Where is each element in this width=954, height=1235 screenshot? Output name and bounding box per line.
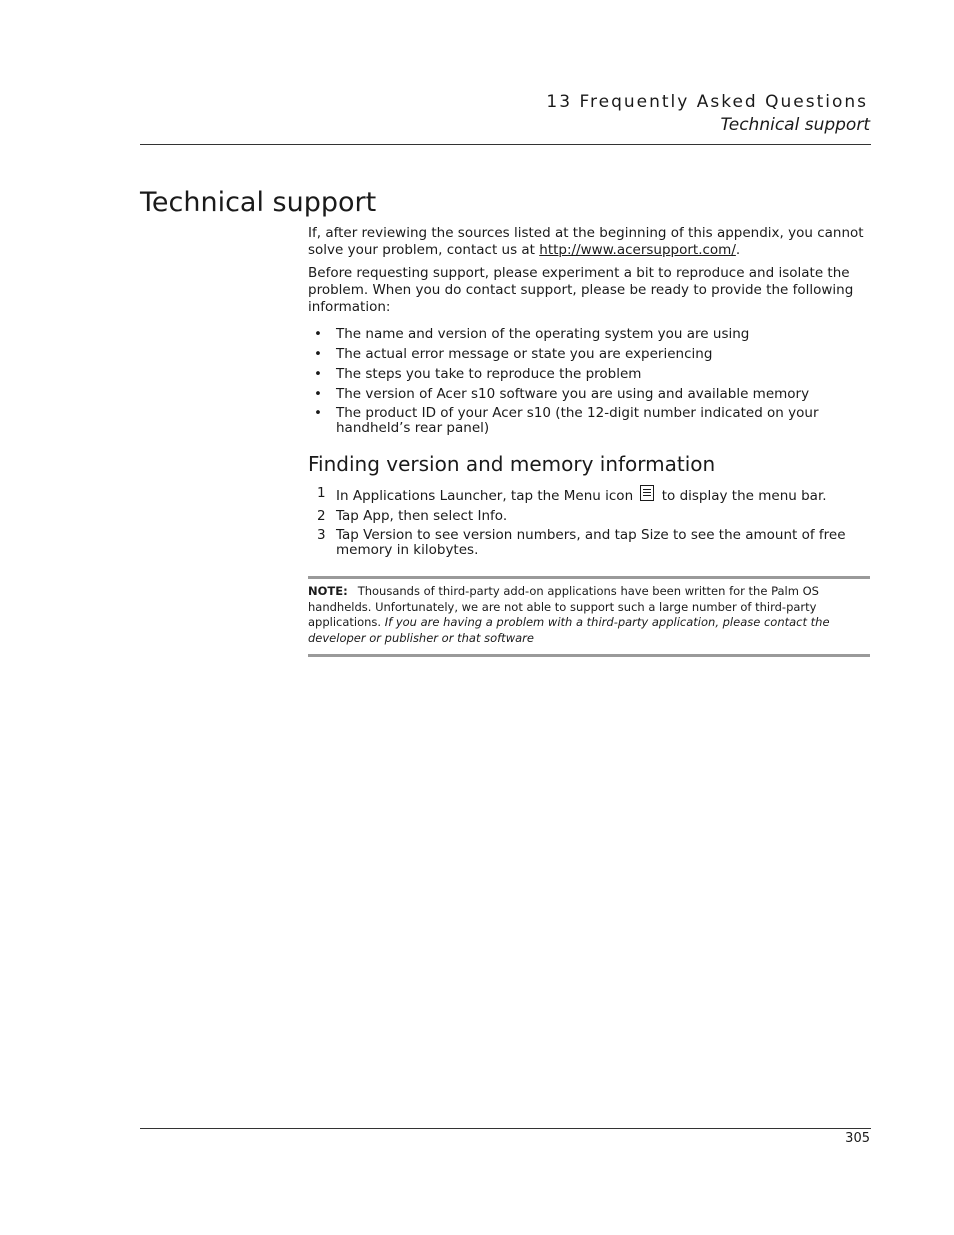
list-item-text: The name and version of the operating system you are using <box>336 326 750 342</box>
steps-list <box>308 485 870 558</box>
intro-paragraph <box>308 225 870 259</box>
note-text: Thousands of third-party add-on applications have been written for the Palm OS handhelds. Unfortunately, we are not able to support such a large number of third-party applications. <box>308 584 819 629</box>
support-paragraph: Before requesting support, please experiment a bit to reproduce and isolate the problem. When you do contact support, please be ready to provide the following information: <box>308 265 854 315</box>
list-item <box>308 346 870 363</box>
step-text-end: to display the menu bar. <box>657 488 827 504</box>
bullet-marker: • <box>314 366 322 382</box>
step-number: 2 <box>317 508 326 524</box>
list-item <box>308 406 870 436</box>
step-number: 3 <box>317 527 326 543</box>
list-item <box>308 326 870 343</box>
acer-support-link[interactable]: http://www.acersupport.com/ <box>539 242 736 258</box>
list-item <box>308 386 870 403</box>
bullet-marker: • <box>314 386 322 402</box>
step-text: Tap App, then select Info. <box>336 508 508 524</box>
section-subheading: Finding version and memory information <box>308 452 716 476</box>
main-content <box>308 225 870 657</box>
header-divider <box>140 144 871 145</box>
note-label: NOTE: <box>308 584 348 598</box>
running-header-chapter: 13 Frequently Asked Questions <box>546 92 868 112</box>
note-box <box>308 576 870 657</box>
step-text: In Applications Launcher, tap the Menu icon <box>336 488 634 504</box>
list-item-text: The version of Acer s10 software you are using and available memory <box>336 386 810 402</box>
bullet-marker: • <box>314 326 322 342</box>
note-italic-text: If you are having a problem with a third-party application, please contact the developer or publisher or that software <box>308 615 830 645</box>
step-number: 1 <box>317 485 326 501</box>
list-item <box>308 366 870 383</box>
step-item <box>308 508 870 525</box>
intro-text: If, after reviewing the sources listed at the beginning of this appendix, you cannot solve your problem, contact us at <box>308 225 864 258</box>
page-number: 305 <box>845 1131 870 1146</box>
list-item-text: The product ID of your Acer s10 (the 12-digit number indicated on your handheld’s rear panel) <box>336 405 819 436</box>
step-item <box>308 528 870 558</box>
step-text: Tap Version to see version numbers, and tap Size to see the amount of free memory in kilobytes. <box>336 527 846 558</box>
footer-divider <box>140 1128 871 1129</box>
running-header-section: Technical support <box>720 115 870 135</box>
menu-icon <box>640 485 654 501</box>
step-item <box>308 485 870 505</box>
page-title: Technical support <box>140 187 377 218</box>
info-bullet-list <box>308 326 870 436</box>
list-item-text: The steps you take to reproduce the problem <box>336 366 642 382</box>
intro-text-end: . <box>735 242 741 258</box>
bullet-marker: • <box>314 405 322 421</box>
bullet-marker: • <box>314 346 322 362</box>
list-item-text: The actual error message or state you are experiencing <box>336 346 713 362</box>
